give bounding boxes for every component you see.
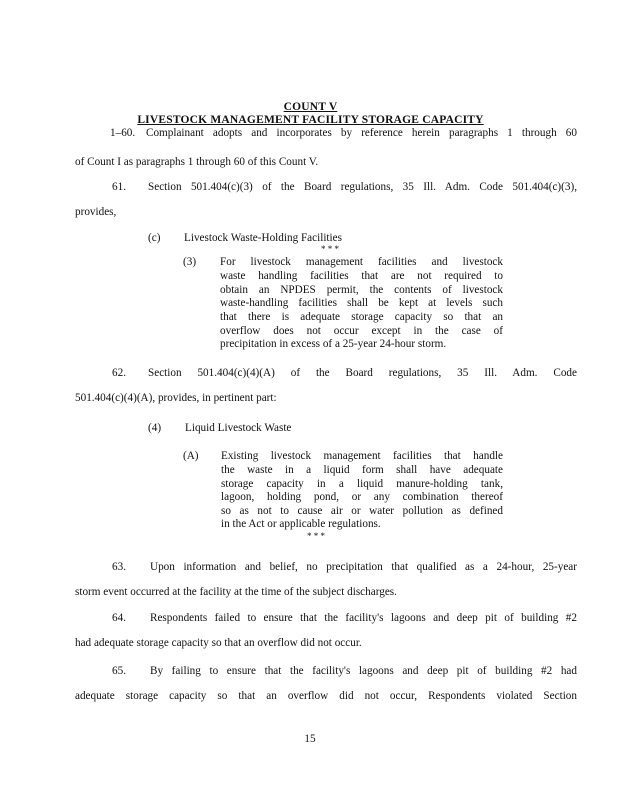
- ellipsis-stars: * * *: [307, 531, 325, 541]
- quote-line: precipitation in excess of a 25-year 24-hour storm.: [220, 338, 447, 350]
- paragraph-number: 1–60.: [110, 127, 136, 139]
- paragraph-line: Complainant adopts and incorporates by reference herein paragraphs 1 through 60: [146, 127, 577, 139]
- paragraph-number: 64.: [112, 612, 126, 624]
- quote-line: lagoon, holding pond, or any combination thereof: [221, 491, 503, 503]
- paragraph-number: 65.: [112, 665, 126, 677]
- paragraph-line: By failing to ensure that the facility's lagoons and deep pit of building #2 had: [150, 665, 577, 677]
- quote-heading: Liquid Livestock Waste: [185, 422, 292, 434]
- paragraph-line: 501.404(c)(4)(A), provides, in pertinent part:: [75, 392, 277, 404]
- quote-line: waste-handling facilities shall be kept at levels such: [220, 297, 503, 309]
- quote-line: Existing livestock management facilities that handle: [221, 450, 503, 462]
- page-number: 15: [304, 733, 316, 745]
- paragraph-line: provides,: [75, 206, 117, 218]
- quote-sub-label: (A): [183, 450, 199, 462]
- quote-label: (4): [148, 422, 162, 434]
- quote-line: so as not to cause air or water pollution as defined: [221, 505, 503, 517]
- paragraph-line: Upon information and belief, no precipitation that qualified as a 24-hour, 25-year: [150, 561, 577, 573]
- paragraph-line: Respondents failed to ensure that the facility's lagoons and deep pit of building #2: [150, 612, 577, 624]
- ellipsis-stars: * * *: [321, 244, 339, 254]
- quote-line: overflow does not occur except in the case of: [220, 325, 503, 337]
- count-subheading: LIVESTOCK MANAGEMENT FACILITY STORAGE CAPACITY: [137, 114, 484, 126]
- quote-sub-label: (3): [183, 256, 197, 268]
- quote-line: waste handling facilities that are not required to: [220, 270, 503, 282]
- quote-line: the waste in a liquid form shall have adequate: [221, 464, 503, 476]
- paragraph-number: 61.: [112, 181, 126, 193]
- paragraph-line: Section 501.404(c)(3) of the Board regulations, 35 Ill. Adm. Code 501.404(c)(3),: [148, 181, 577, 193]
- quote-line: that there is adequate storage capacity so that an: [220, 311, 503, 323]
- paragraph-line: Section 501.404(c)(4)(A) of the Board regulations, 35 Ill. Adm. Code: [148, 367, 577, 379]
- count-heading: COUNT V: [283, 101, 338, 113]
- quote-heading: Livestock Waste-Holding Facilities: [184, 232, 342, 244]
- paragraph-number: 62.: [112, 367, 126, 379]
- quote-line: For livestock management facilities and livestock: [220, 256, 503, 268]
- paragraph-line: adequate storage capacity so that an overflow did not occur, Respondents violated Section: [75, 690, 577, 702]
- quote-line: in the Act or applicable regulations.: [221, 518, 381, 530]
- paragraph-line: storm event occurred at the facility at the time of the subject discharges.: [75, 586, 397, 598]
- quote-label: (c): [148, 232, 161, 244]
- quote-line: obtain an NPDES permit, the contents of livestock: [220, 284, 503, 296]
- paragraph-line: had adequate storage capacity so that an overflow did not occur.: [75, 637, 362, 649]
- paragraph-line: of Count I as paragraphs 1 through 60 of this Count V.: [75, 156, 319, 168]
- quote-line: storage capacity in a liquid manure-holding tank,: [221, 478, 503, 490]
- paragraph-number: 63.: [112, 561, 126, 573]
